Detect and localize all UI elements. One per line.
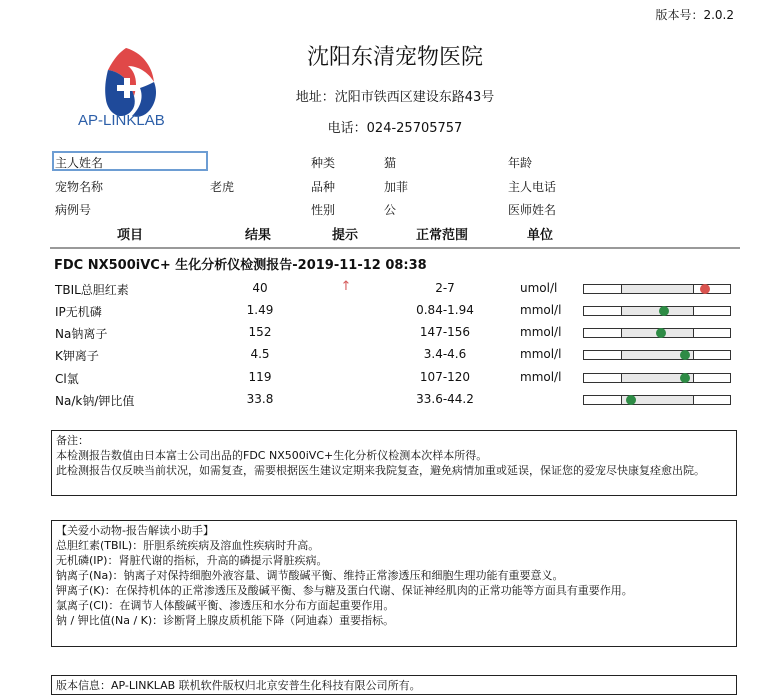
row-flag: ↑ bbox=[340, 279, 352, 294]
row-range: 3.4-4.6 bbox=[423, 347, 467, 361]
range-gauge bbox=[583, 350, 731, 360]
row-range: 33.6-44.2 bbox=[416, 392, 474, 406]
column-unit: 单位 bbox=[527, 228, 554, 243]
row-item: K钾离子 bbox=[55, 349, 99, 363]
hospital-phone: 电话：024-25705757 bbox=[327, 121, 463, 136]
result-marker bbox=[680, 373, 690, 383]
helper-line: 无机磷(IP)：肾脏代谢的指标，升高的磷提示肾脏疾病。 bbox=[56, 554, 328, 567]
case-number-label: 病例号 bbox=[55, 203, 92, 217]
normal-band bbox=[621, 307, 694, 315]
notes-line: 本检测报告数值由日本富士公司出品的FDC NX500iVC+生化分析仪检测本次样本所得。 bbox=[56, 449, 488, 462]
row-range: 107-120 bbox=[419, 370, 471, 384]
row-result: 33.8 bbox=[246, 392, 274, 406]
row-unit: mmol/l bbox=[520, 303, 562, 317]
row-unit: mmol/l bbox=[520, 347, 562, 361]
row-item: IP无机磷 bbox=[55, 305, 102, 319]
range-gauge bbox=[583, 328, 731, 338]
header-separator bbox=[50, 247, 740, 249]
helper-line: 氯离子(Cl)：在调节人体酸碱平衡、渗透压和水分布方面起重要作用。 bbox=[56, 599, 395, 612]
doctor-name-label: 医师姓名 bbox=[508, 203, 557, 217]
pet-name-label: 宠物名称 bbox=[55, 180, 104, 194]
column-flag: 提示 bbox=[332, 228, 359, 243]
row-item: Cl氯 bbox=[55, 372, 79, 386]
version-label: 版本号：2.0.2 bbox=[655, 8, 734, 22]
notes-title: 备注： bbox=[56, 434, 89, 447]
report-title: FDC NX500iVC+ 生化分析仪检测报告-2019-11-12 08:38 bbox=[54, 258, 427, 273]
helper-line: 钠 / 钾比值(Na / K)：诊断肾上腺皮质机能下降（阿迪森）重要指标。 bbox=[56, 614, 395, 627]
notes-line: 此检测报告仅反映当前状况，如需复查，需要根据医生建议定期来我院复查，避免病情加重或延误，保证您的爱宠尽快康复痊愈出院。 bbox=[56, 464, 705, 477]
footer-text: 版本信息：AP-LINKLAB 联机软件版权归北京安普生化科技有限公司所有。 bbox=[56, 679, 421, 692]
row-unit: mmol/l bbox=[520, 325, 562, 339]
notes-box bbox=[51, 430, 737, 496]
logo-text: AP-LINKLAB bbox=[78, 112, 165, 129]
footer-box bbox=[51, 675, 737, 695]
age-label: 年龄 bbox=[508, 156, 533, 170]
row-item: Na/k钠/钾比值 bbox=[55, 394, 135, 408]
row-result: 40 bbox=[252, 281, 268, 295]
column-item: 项目 bbox=[117, 228, 144, 243]
breed-value[interactable]: 加菲 bbox=[384, 180, 409, 194]
range-gauge bbox=[583, 306, 731, 316]
sex-label: 性别 bbox=[311, 203, 336, 217]
row-result: 119 bbox=[248, 370, 272, 384]
result-marker bbox=[680, 350, 690, 360]
row-result: 1.49 bbox=[246, 303, 274, 317]
range-gauge bbox=[583, 395, 731, 405]
row-result: 152 bbox=[248, 325, 272, 339]
species-value[interactable]: 猫 bbox=[384, 156, 397, 170]
normal-band bbox=[621, 285, 694, 293]
hospital-address: 地址：沈阳市铁西区建设东路43号 bbox=[295, 90, 495, 105]
hospital-name: 沈阳东清宠物医院 bbox=[306, 45, 483, 70]
column-range: 正常范围 bbox=[416, 228, 469, 243]
helper-line: 钠离子(Na)：钠离子对保持细胞外液容量、调节酸碱平衡、维持正常渗透压和细胞生理功能有重要意义。 bbox=[56, 569, 564, 582]
sex-value[interactable]: 公 bbox=[384, 203, 397, 217]
range-gauge bbox=[583, 373, 731, 383]
row-unit: mmol/l bbox=[520, 370, 562, 384]
row-range: 0.84-1.94 bbox=[416, 303, 474, 317]
helper-line: 总胆红素(TBIL)：肝胆系统疾病及溶血性疾病时升高。 bbox=[56, 539, 320, 552]
row-item: TBIL总胆红素 bbox=[55, 283, 129, 297]
breed-label: 品种 bbox=[311, 180, 336, 194]
owner-phone-label: 主人电话 bbox=[508, 180, 557, 194]
pet-name-value[interactable]: 老虎 bbox=[210, 180, 235, 194]
owner-name-label: 主人姓名 bbox=[55, 156, 104, 170]
row-unit: umol/l bbox=[520, 281, 558, 295]
helper-box bbox=[51, 520, 737, 647]
row-range: 147-156 bbox=[419, 325, 471, 339]
result-marker bbox=[626, 395, 636, 405]
result-marker bbox=[700, 284, 710, 294]
row-result: 4.5 bbox=[250, 347, 270, 361]
helper-line: 钾离子(K)：在保持机体的正常渗透压及酸碱平衡、参与糖及蛋白代谢、保证神经肌肉的正常功能等方面具有重要作用。 bbox=[56, 584, 633, 597]
column-result: 结果 bbox=[245, 228, 272, 243]
range-gauge bbox=[583, 284, 731, 294]
row-item: Na钠离子 bbox=[55, 327, 108, 341]
species-label: 种类 bbox=[311, 156, 336, 170]
row-range: 2-7 bbox=[435, 281, 455, 295]
helper-title: 【关爱小动物-报告解读小助手】 bbox=[56, 524, 214, 537]
